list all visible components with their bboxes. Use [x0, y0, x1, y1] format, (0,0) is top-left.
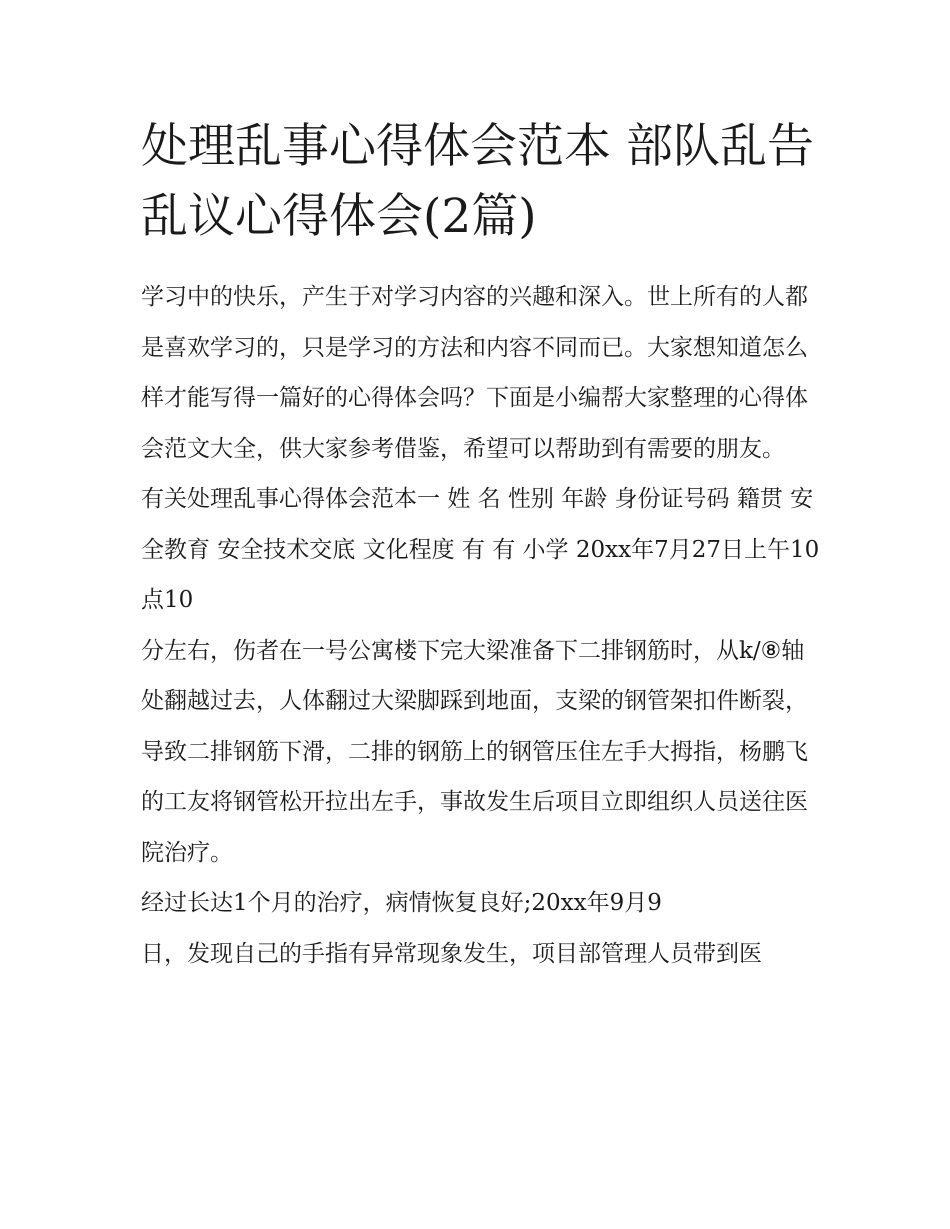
body-paragraph-time: 点10	[141, 587, 194, 613]
intro-paragraph: 学习中的快乐，产生于对学习内容的兴趣和深入。世上所有的人都是喜欢学习的，只是学习的方法和内容不同而已。大家想知道怎么样才能写得一篇好的心得体会吗？下面是小编帮大家整理的心得体会范文大全，供大家参考借鉴，希望可以帮助到有需要的朋友。	[141, 284, 808, 462]
body-paragraph-accident: 分左右，伤者在一号公寓楼下完大梁准备下二排钢筋时，从k/⑧轴处翻越过去，人体翻过大梁脚踩到地面，支梁的钢管架扣件断裂，导致二排钢筋下滑，二排的钢筋上的钢管压住左手大拇指，杨鹏飞的工友将钢管松开拉出左手，事故发生后项目立即组织人员送往医院治疗。	[141, 637, 808, 866]
body-paragraph-treatment: 经过长达1个月的治疗，病情恢复良好;20xx年9月9	[141, 890, 662, 916]
document-page	[141, 112, 821, 979]
body-paragraph-record: 有关处理乱事心得体会范本一 姓 名 性别 年龄 身份证号码 籍贯 安全教育 安全技术交底 文化程度 有 有 小学 20xx年7月27日上午10	[141, 486, 820, 563]
body-paragraph-followup: 日，发现自己的手指有异常现象发生，项目部管理人员带到医	[141, 940, 762, 967]
document-title: 处理乱事心得体会范本 部队乱告乱议心得体会(2篇)	[141, 119, 814, 244]
